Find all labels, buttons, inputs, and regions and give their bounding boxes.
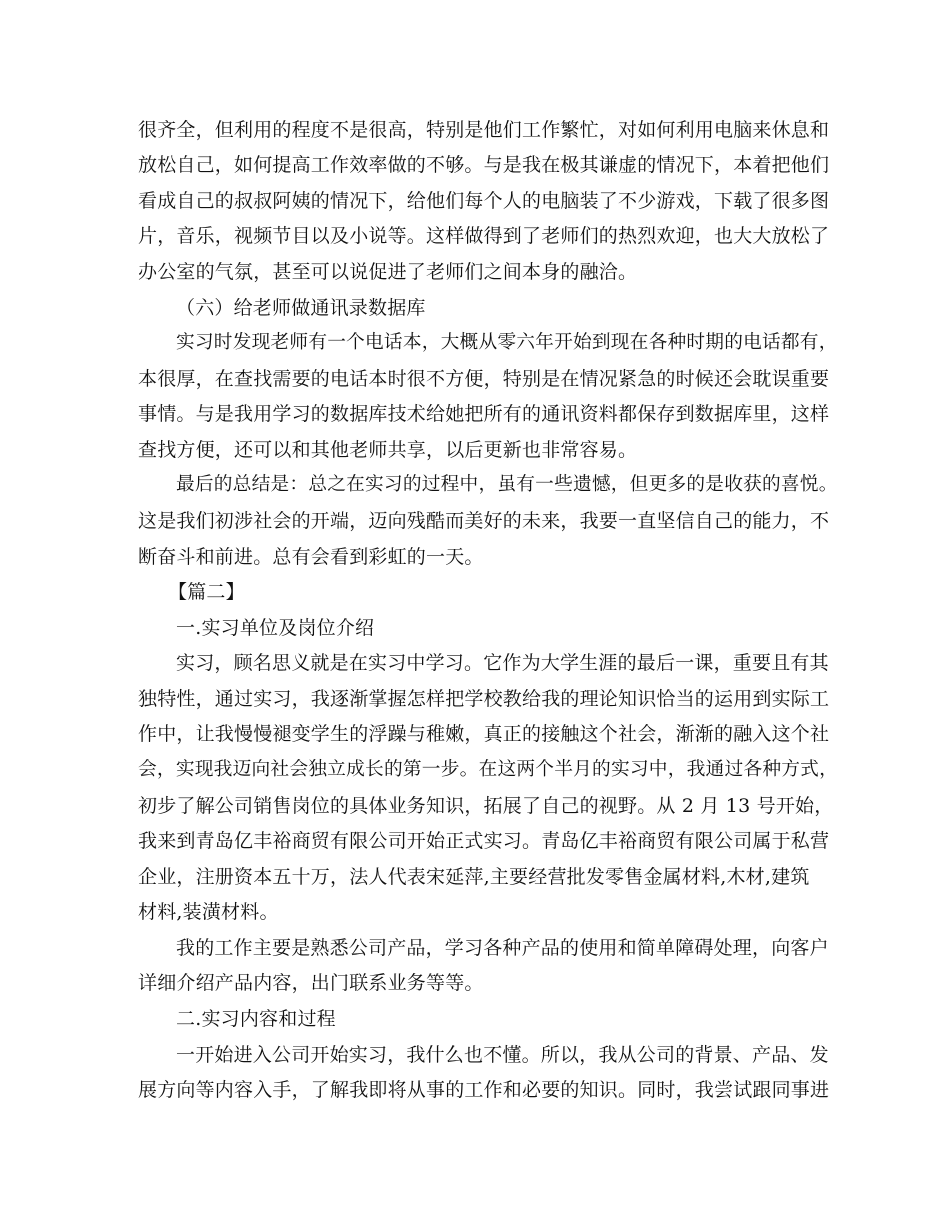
paragraph-line: 断奋斗和前进。总有会看到彩虹的一天。	[138, 546, 484, 568]
section-heading: 【篇二】	[168, 581, 245, 603]
paragraph-line: 我来到青岛亿丰裕商贸有限公司开始正式实习。青岛亿丰裕商贸有限公司属于私营	[138, 830, 830, 852]
paragraph-line: 事情。与是我用学习的数据库技术给她把所有的通讯资料都保存到数据库里，这样	[138, 403, 830, 425]
paragraph-line: 查找方便，还可以和其他老师共享，以后更新也非常容易。	[138, 439, 638, 461]
paragraph-line: 作中，让我慢慢褪变学生的浮躁与稚嫩，真正的接触这个社会，渐渐的融入这个社	[138, 723, 830, 745]
paragraph-line: 展方向等内容入手，了解我即将从事的工作和必要的知识。同时，我尝试跟同事进	[138, 1079, 830, 1101]
paragraph-line: 很齐全，但利用的程度不是很高，特别是他们工作繁忙，对如何利用电脑来休息和	[138, 119, 830, 141]
paragraph-line: 详细介绍产品内容，出门联系业务等等。	[138, 972, 484, 994]
paragraph-line: 本很厚，在查找需要的电话本时很不方便，特别是在情况紧急的时候还会耽误重要	[138, 368, 830, 390]
paragraph-line: 独特性，通过实习，我逐渐掌握怎样把学校教给我的理论知识恰当的运用到实际工	[138, 688, 830, 710]
paragraph-line: 这是我们初涉社会的开端，迈向残酷而美好的未来，我要一直坚信自己的能力，不	[138, 510, 830, 532]
paragraph-line: 最后的总结是：总之在实习的过程中，虽有一些遗憾，但更多的是收获的喜悦。	[176, 474, 838, 495]
paragraph-line: 会，实现我迈向社会独立成长的第一步。在这两个半月的实习中，我通过各种方式，	[138, 759, 838, 780]
paragraph-line: 实习，顾名思义就是在实习中学习。它作为大学生涯的最后一课，重要且有其	[176, 652, 829, 674]
paragraph-line: 材料,装潢材料。	[138, 901, 279, 923]
paragraph-line: 片，音乐，视频节目以及小说等。这样做得到了老师们的热烈欢迎，也大大放松了	[138, 225, 830, 247]
section-heading: 二.实习内容和过程	[176, 1008, 336, 1030]
paragraph-line: 实习时发现老师有一个电话本，大概从零六年开始到现在各种时期的电话都有，	[176, 332, 838, 353]
paragraph-line: 我的工作主要是熟悉公司产品，学习各种产品的使用和简单障碍处理，向客户	[176, 937, 829, 959]
section-heading: （六）给老师做通讯录数据库	[176, 297, 426, 319]
paragraph-line: 看成自己的叔叔阿姨的情况下，给他们每个人的电脑装了不少游戏，下载了很多图	[138, 190, 830, 212]
paragraph-line: 初步了解公司销售岗位的具体业务知识，拓展了自己的视野。从 2 月 13 号开始，	[138, 795, 834, 817]
paragraph-line: 企业，注册资本五十万，法人代表宋延萍,主要经营批发零售金属材料,木材,建筑	[138, 866, 810, 888]
paragraph-line: 一开始进入公司开始实习，我什么也不懂。所以，我从公司的背景、产品、发	[176, 1044, 829, 1066]
section-heading: 一.实习单位及岗位介绍	[176, 617, 375, 639]
paragraph-line: 放松自己，如何提高工作效率做的不够。与是我在极其谦虚的情况下，本着把他们	[138, 154, 830, 176]
paragraph-line: 办公室的气氛，甚至可以说促进了老师们之间本身的融洽。	[138, 261, 638, 283]
